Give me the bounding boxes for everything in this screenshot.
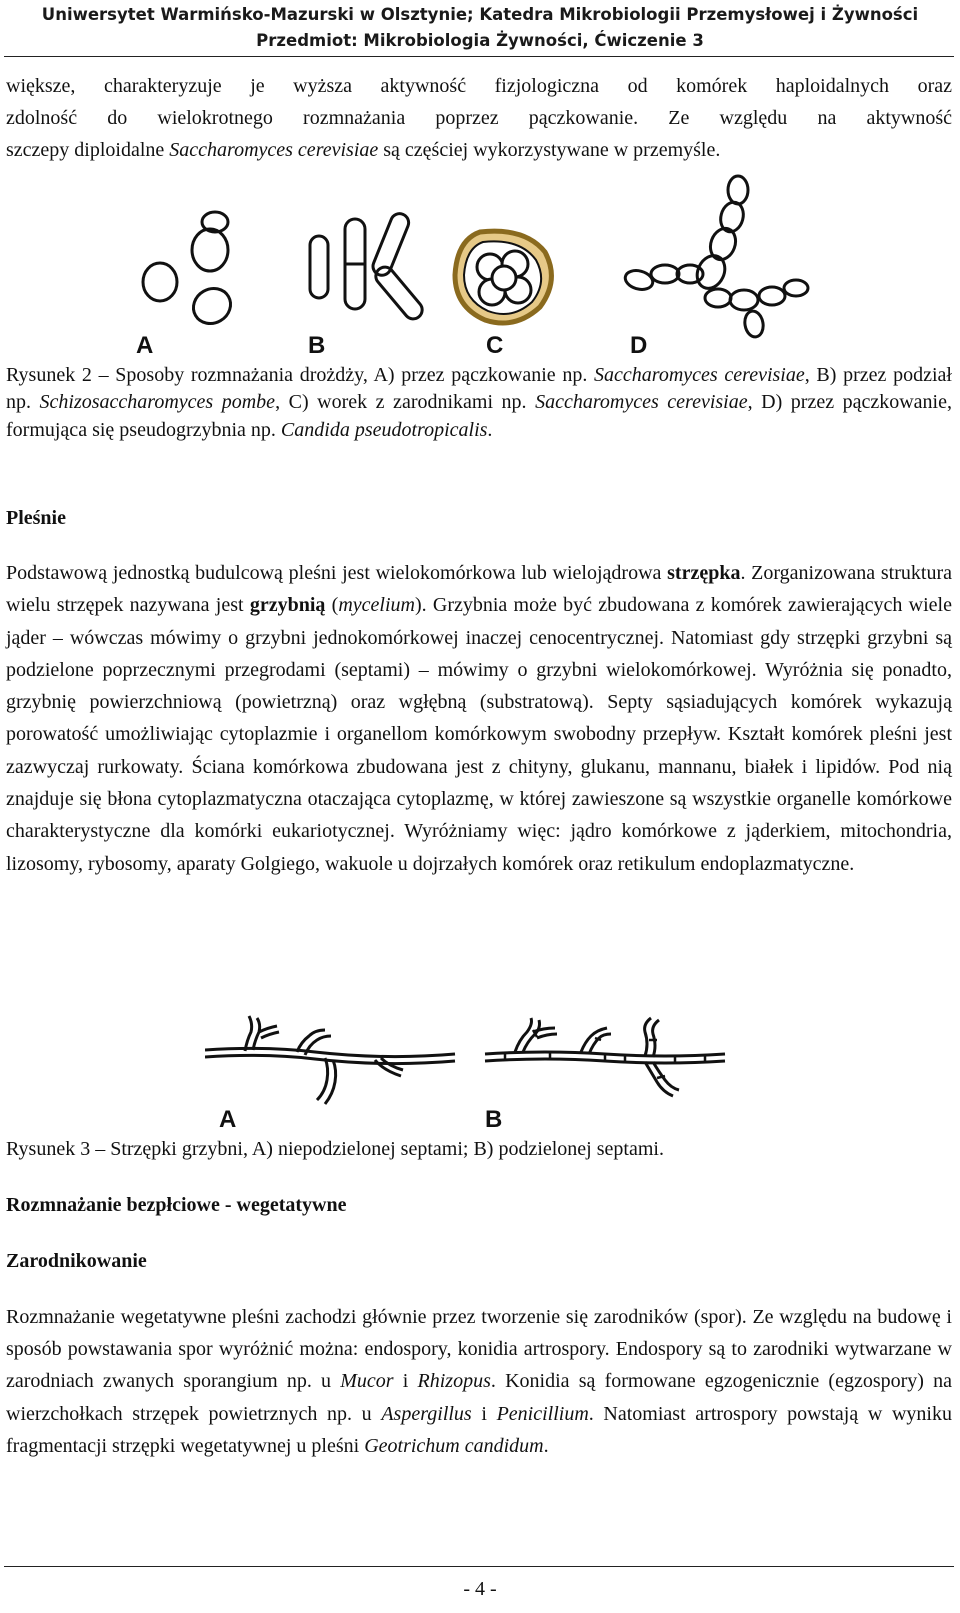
paragraph-text: . Natomiast artrospory powstają w wyniku fragmentacji strzępki wegetatywnej u pleśni — [6, 1402, 952, 1457]
subheading-sporulation: Zarodnikowanie — [6, 1250, 147, 1272]
genus-name: Aspergillus — [381, 1402, 472, 1425]
figure-label-a: A — [136, 332, 154, 359]
figure-label-a: A — [219, 1106, 237, 1133]
intro-text: szczepy diploidalne — [6, 139, 170, 162]
paragraph-text: . Konidia są formowane egzogenicznie (egzospory) na wierzchołkach strzępek powietrznych np. u — [6, 1370, 953, 1425]
figure-label-b: B — [308, 332, 326, 359]
intro-text: są częściej wykorzystywane w przemyśle. — [378, 139, 721, 162]
figure-2-caption — [6, 362, 952, 444]
paragraph-text: . — [543, 1434, 549, 1457]
species-name: Saccharomyces cerevisiae — [535, 391, 748, 414]
intro-line-3 — [6, 134, 952, 166]
intro-line-2: zdolność do wielokrotnego rozmnażania poprzez pączkowanie. Ze względu na aktywność — [6, 107, 952, 130]
septate-hypha-drawing — [485, 1018, 725, 1096]
species-name: Saccharomyces cerevisiae — [169, 139, 379, 162]
header-line-2: Przedmiot: Mikrobiologia Żywności, Ćwiczenie 3 — [256, 31, 704, 50]
paragraph-text: i — [471, 1402, 497, 1425]
ascus-drawing — [455, 231, 551, 323]
section-heading-molds: Pleśnie — [6, 507, 66, 529]
genus-name: Penicillium — [496, 1402, 589, 1425]
pseudomycelium-drawing — [623, 176, 808, 338]
paragraph-text: Podstawową jednostką budulcową pleśni jest wielokomórkowa lub wielojądrowa — [6, 562, 668, 584]
section-heading-asexual: Rozmnażanie bezpłciowe - wegetatywne — [6, 1194, 347, 1216]
intro-paragraph — [6, 70, 952, 167]
genus-name: Rhizopus — [417, 1370, 491, 1393]
paragraph-text: . Zorganizowana struktura wielu strzępek nazywana jest — [6, 562, 952, 617]
paragraph-text: ). Grzybnia może być zbudowana z komórek zawierających wiele jąder – wówczas mówimy o grzybni jednokomórkowej inaczej cenocentrycznej. Natomiast gdy strzępki grzybni są podzielone poprzecznymi przegrodami (septami) – mówimy o grzybni wielokomórkowej. Wyróżnia się ponadto, grzybnię powierzchniową (powietrzną) oraz wgłębną (substratową). Septy sąsiadujących komórek wykazują porowatość umożliwiając cytoplazmie i organellom komórkowym swobodny przepływ. Kształt komórek pleśni jest zazwyczaj rurkowaty. Ściana komórkowa zbudowana jest z chityny, glukanu, mannanu, białek i lipidów. Pod nią znajduje się błona cytoplazmatyczna otaczająca cytoplazmę, w której zawieszone są wszystkie organelle komórkowe charakterystyczne dla komórki eukariotycznej. Wyróżniamy więc: jądro komórkowe z jąderkiem, mitochondria, lizosomy, rybosomy, aparaty Golgiego, wakuole u dojrzałych komórek oraz retikulum endoplazmatyczne. — [6, 594, 952, 875]
non-septate-hypha-drawing — [205, 1016, 455, 1104]
budding-yeast-drawing — [143, 212, 237, 330]
hyphae-figure — [205, 1010, 735, 1135]
species-name: Schizosaccharomyces pombe — [39, 391, 276, 414]
latin-term: mycelium — [338, 594, 415, 617]
header-rule — [4, 56, 954, 57]
figure-label-b: B — [485, 1106, 503, 1133]
caption-text: , C) worek z zarodnikami np. — [275, 391, 536, 414]
page-header — [0, 2, 960, 54]
caption-text: , B) przez podział np. — [6, 364, 952, 414]
figure-label-d: D — [630, 332, 648, 359]
caption-text: , D) przez pączkowanie, formująca się pseudogrzybnia np. — [6, 391, 952, 441]
yeast-reproduction-figure — [120, 172, 820, 360]
intro-line-1: większe, charakteryzuje je wyższa aktywność fizjologiczna od komórek haploidalnych oraz — [6, 75, 952, 97]
sporulation-paragraph — [6, 1301, 952, 1462]
footer-rule — [4, 1566, 954, 1567]
page-number: - 4 - — [463, 1578, 497, 1600]
molds-paragraph — [6, 557, 952, 880]
fission-yeast-drawing — [310, 211, 426, 323]
paragraph-text: ( — [325, 594, 339, 617]
caption-text: . — [487, 418, 493, 441]
species-name: Saccharomyces cerevisiae — [594, 364, 805, 386]
bold-term: strzępka — [667, 562, 741, 584]
figure-label-c: C — [486, 332, 504, 359]
genus-name: Mucor — [340, 1370, 394, 1393]
caption-text: Rysunek 2 – Sposoby rozmnażania drożdży, A) przez pączkowanie np. — [6, 364, 595, 386]
paragraph-text: i — [393, 1370, 418, 1393]
header-line-1: Uniwersytet Warmińsko-Mazurski w Olsztynie; Katedra Mikrobiologii Przemysłowej i Żywności — [41, 5, 919, 24]
species-name: Candida pseudotropicalis — [280, 418, 488, 441]
figure-3-caption: Rysunek 3 – Strzępki grzybni, A) niepodzielonej septami; B) podzielonej septami. — [6, 1138, 664, 1160]
bold-term: grzybnią — [249, 594, 326, 617]
species-name: Geotrichum candidum — [364, 1434, 544, 1457]
paragraph-text: Rozmnażanie wegetatywne pleśni zachodzi głównie przez tworzenie się zarodników (spor). Ze względu na budowę i sposób powstawania spor wyróżnić można: endospory, konidia artrospory. Endospory są to zarodniki wytwarzane w zarodniach zwanych sporangium np. u — [6, 1306, 952, 1393]
